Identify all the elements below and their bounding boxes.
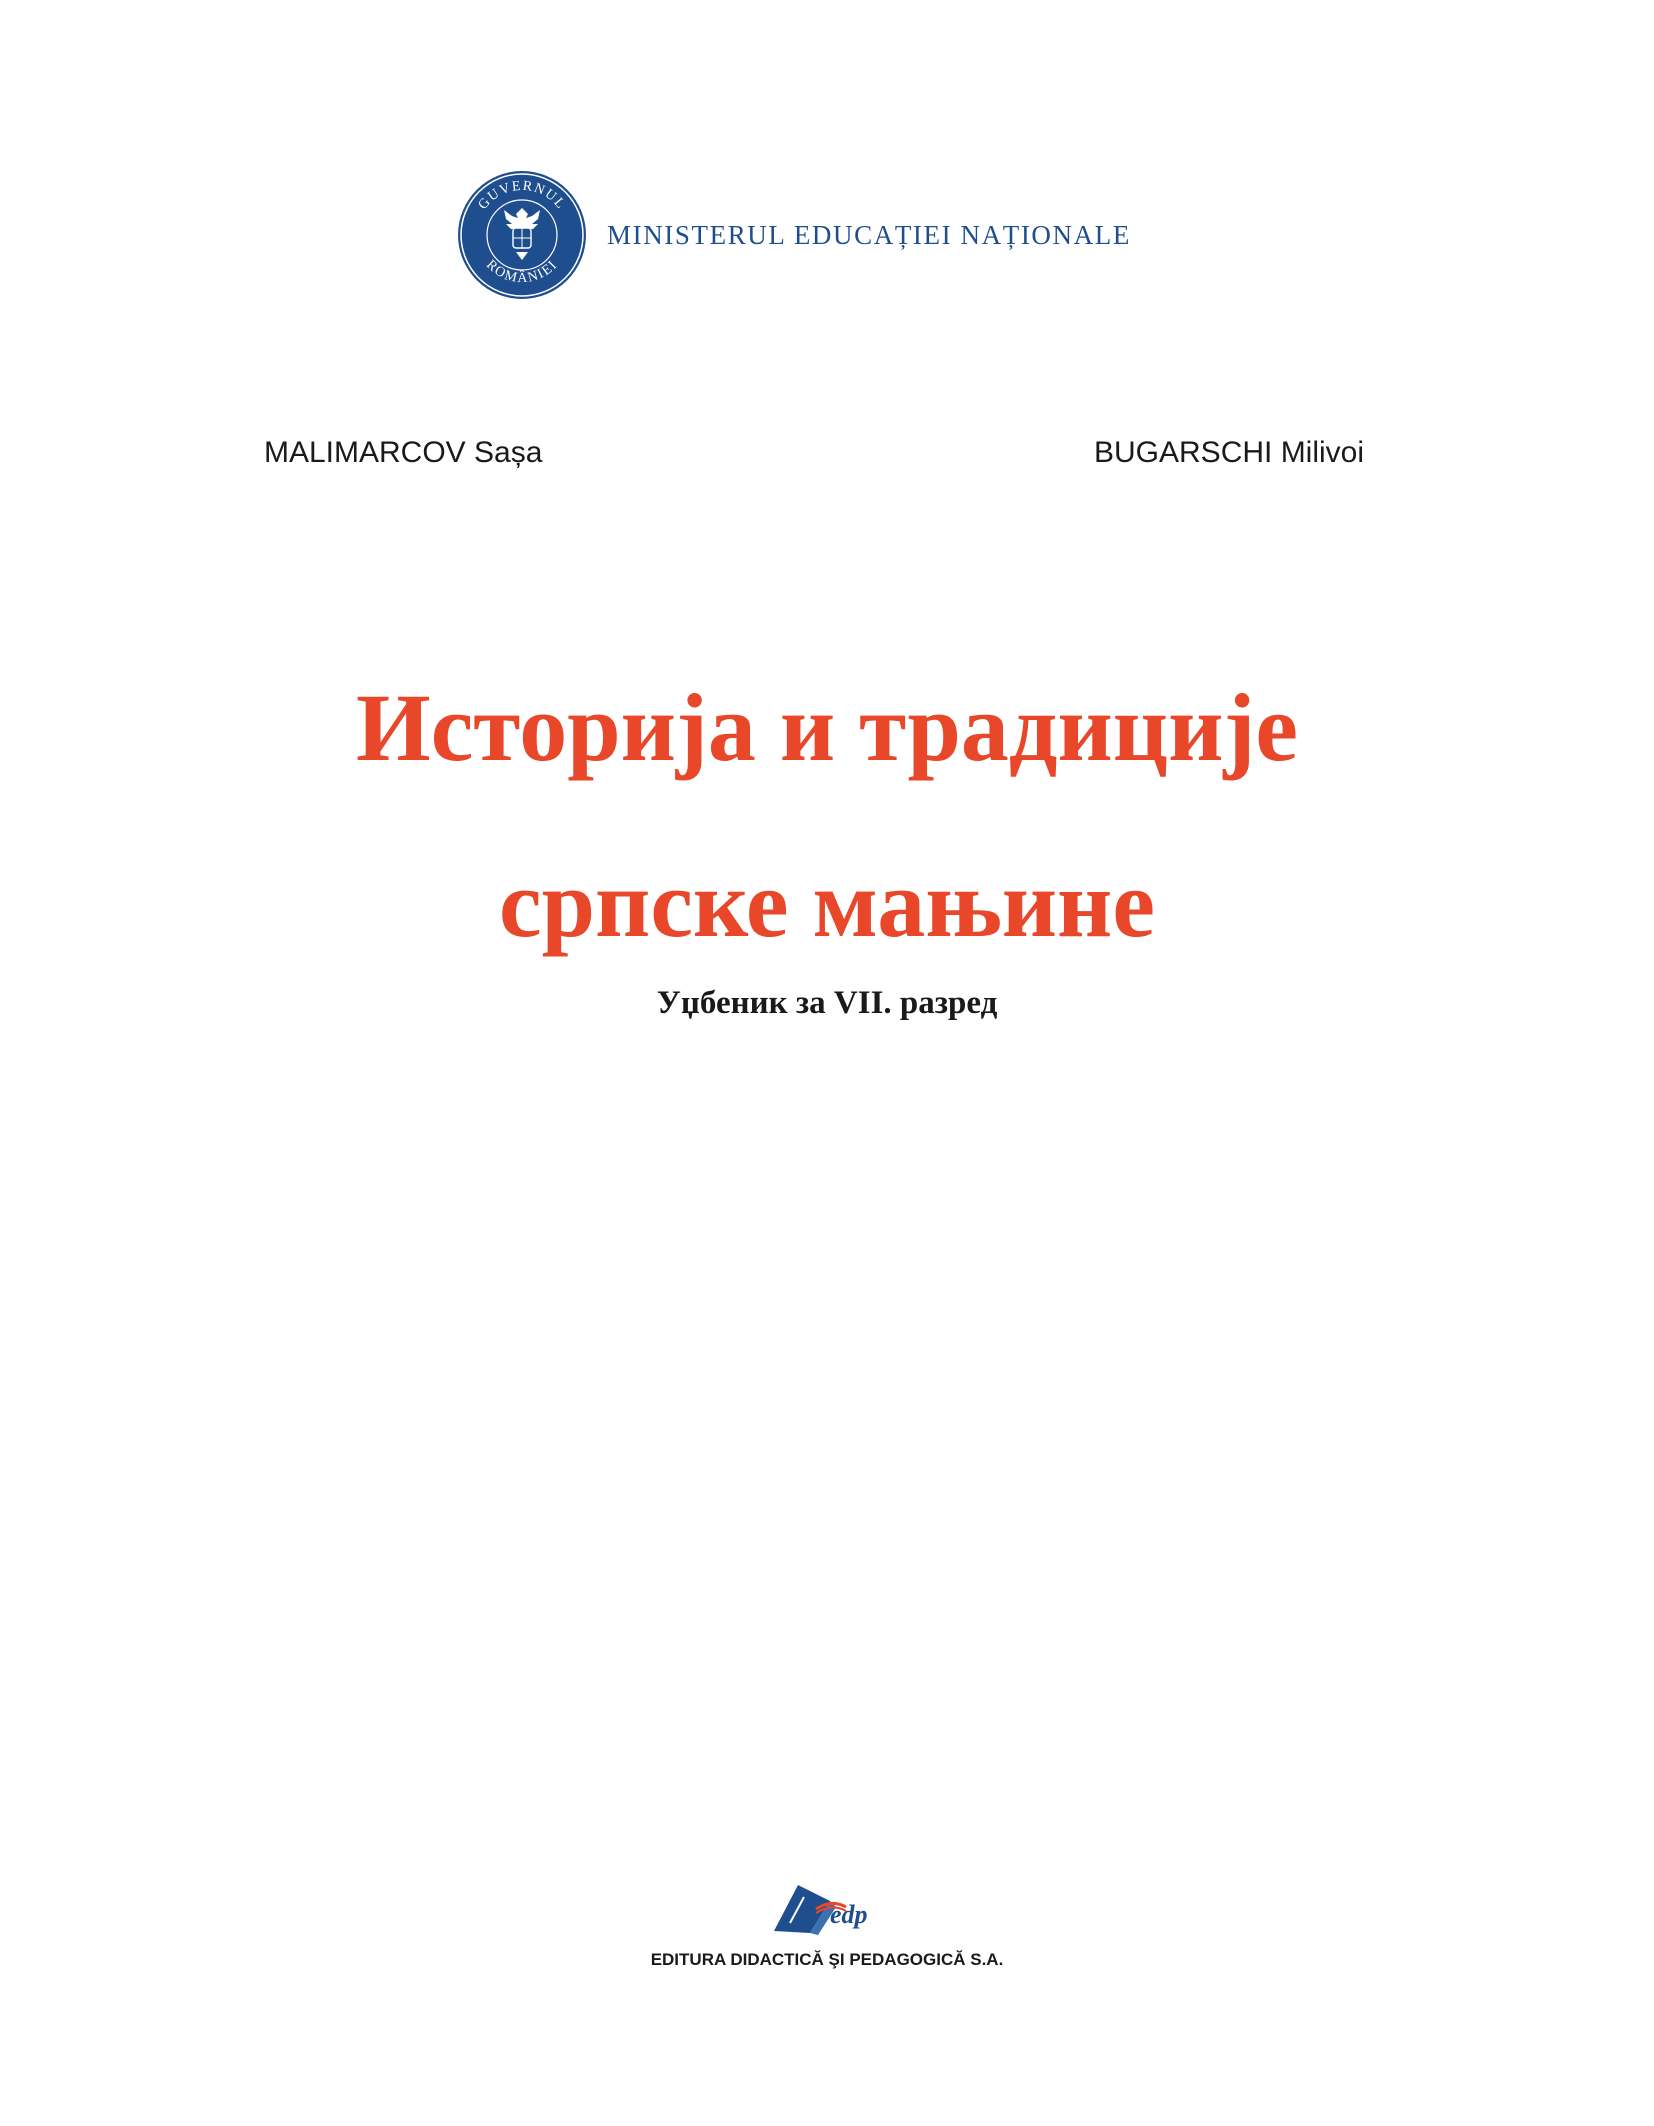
ministry-name: MINISTERUL EDUCAȚIEI NAȚIONALE <box>607 219 1131 250</box>
book-subtitle: Уџбеник за VII. разред <box>656 985 998 1021</box>
svg-text:edp: edp <box>830 1900 868 1929</box>
author-right: BUGARSCHI Milivoi <box>1094 436 1365 469</box>
svg-text:GUVERNUL: GUVERNUL <box>475 178 569 213</box>
ministry-header <box>455 168 1131 302</box>
author-left: MALIMARCOV Sașa <box>264 436 543 469</box>
publisher-name: EDITURA DIDACTICĂ ŞI PEDAGOGICĂ S.A. <box>650 1950 1004 1969</box>
publisher-logo-icon <box>770 1873 885 1938</box>
svg-text:ROMÂNIEI: ROMÂNIEI <box>482 257 562 287</box>
government-seal-icon <box>455 168 589 302</box>
book-title-line-1: Историја и традиције <box>356 674 1298 781</box>
book-title-line-2: српске мањине <box>499 850 1155 957</box>
